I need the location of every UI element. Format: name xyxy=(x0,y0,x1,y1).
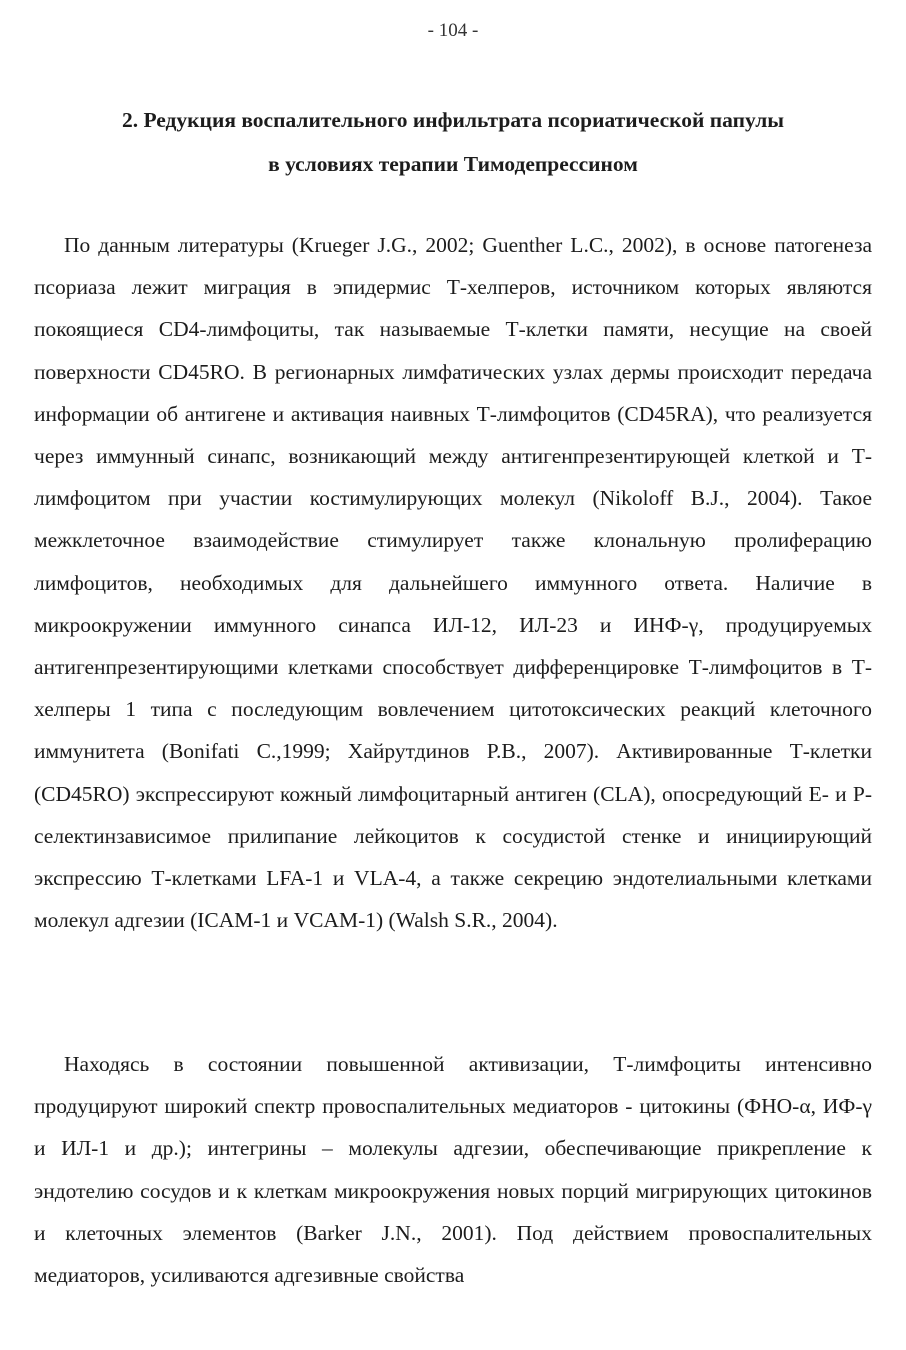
section-heading-line-2: в условиях терапии Тимодепрессином xyxy=(268,152,638,176)
section-heading-line-1: 2. Редукция воспалительного инфильтрата псориатической папулы xyxy=(121,108,785,132)
body-paragraph-1: По данным литературы (Krueger J.G., 2002; Guenther L.C., 2002), в основе патогенеза псориаза лежит миграция в эпидермис Т-хелперов, источником которых являются покоящиеся CD4-лимфоциты, так называемые Т-клетки памяти, несущие на своей поверхности CD45RO. В регионарных лимфатических узлах дермы происходит передача информации об антигене и активация наивных Т-лимфоцитов (CD45RA), что реализуется через иммунный синапс, возникающий между антигенпрезентирующей клеткой и Т-лимфоцитом при участии костимулирующих молекул (Nikoloff B.J., 2004). Такое межклеточное взаимодействие стимулирует также клональную пролиферацию лимфоцитов, необходимых для дальнейшего иммунного ответа. Наличие в микроокружении иммунного синапса ИЛ-12, ИЛ-23 и ИНФ-γ, продуцируемых антигенпрезентирующими клетками способствует дифференцировке Т-лимфоцитов в Т-хелперы 1 типа с последующим вовлечением цитотоксических реакций клеточного иммунитета (Bonifati C.,1999; Хайрутдинов Р.В., 2007). Активированные Т-клетки (CD45RO) экспрессируют кожный лимфоцитарный антиген (CLA), опосредующий Е- и Р-селектинзависимое прилипание лейкоцитов к сосудистой стенке и инициирующий экспрессию Т-клетками LFA-1 и VLA-4, а также секрецию эндотелиальными клетками молекул адгезии (ICAM-1 и VCAM-1) (Walsh S.R., 2004). xyxy=(34,233,872,933)
section-heading xyxy=(34,98,872,186)
page-number: - 104 - xyxy=(427,20,479,41)
body-paragraph-2: Находясь в состоянии повышенной активизации, Т-лимфоциты интенсивно продуцируют широкий спектр провоспалительных медиаторов - цитокины (ФНО-α, ИФ-γ и ИЛ-1 и др.); интегрины – молекулы адгезии, обеспечивающие прикрепление к эндотелию сосудов и к клеткам микроокружения новых порций мигрирующих цитокинов и клеточных элементов (Barker J.N., 2001). Под действием провоспалительных медиаторов, усиливаются адгезивные свойства xyxy=(34,1052,872,1288)
